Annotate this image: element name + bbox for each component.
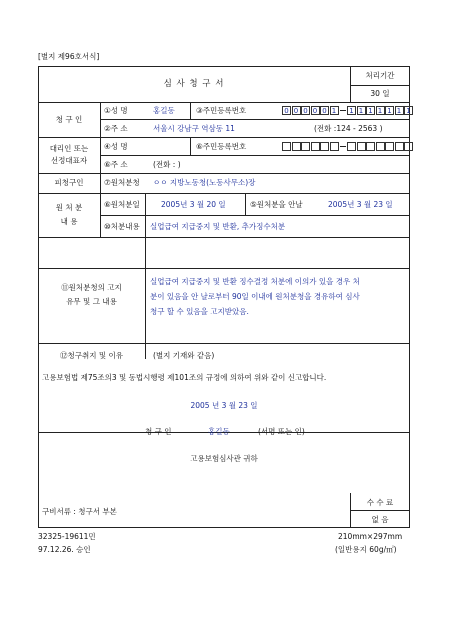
reason-value: (별지 기재와 같음) bbox=[153, 351, 215, 360]
rrn-back-digit bbox=[404, 142, 413, 151]
rrn-back-digit bbox=[366, 142, 375, 151]
notice-line-2: 분이 있음을 안 날로부터 90일 이내에 원처분청을 경유하여 심사 bbox=[150, 292, 360, 301]
respondent-org-label: ⑦원처분청 bbox=[104, 178, 140, 187]
declaration-statement: 고용보험법 제75조의3 및 동법시행령 제101조의 규정에 의하여 위와 같이 신고합니다. bbox=[42, 373, 327, 382]
signer-label: 청 구 인 bbox=[145, 427, 172, 436]
claimant-section-label: 청 구 인 bbox=[55, 115, 83, 124]
rrn-front-digit: 0 bbox=[301, 106, 310, 115]
claimant-name-value: 홍길동 bbox=[153, 106, 175, 115]
agent-name-label: ④성 명 bbox=[104, 142, 128, 151]
reason-label: ⑫청구취지 및 이유 bbox=[60, 351, 123, 360]
fee-value: 없 음 bbox=[371, 515, 389, 524]
processing-period-label: 처리기간 bbox=[365, 71, 395, 80]
attachments-label: 구비서류 : 청구서 부본 bbox=[42, 507, 117, 516]
notice-content bbox=[150, 274, 360, 319]
rrn-back-digit: 1 bbox=[385, 106, 394, 115]
original-notice-label: ⑤원처분을 안날 bbox=[250, 200, 303, 209]
footer-paper-size: 210mm×297mm bbox=[338, 532, 403, 541]
rrn-back-digit: 1 bbox=[404, 106, 413, 115]
respondent-org-value: ㅇㅇ 지방노동청(노동사무소)장 bbox=[153, 178, 256, 187]
signature-note: (서명 또는 인) bbox=[258, 427, 305, 436]
original-date-label: ⑥원처분일 bbox=[104, 200, 140, 209]
original-content-value: 실업급여 지급중지 및 반환, 추가징수처분 bbox=[150, 222, 286, 231]
rrn-separator bbox=[340, 146, 346, 147]
rrn-front-digit bbox=[292, 142, 301, 151]
rrn-front-digit bbox=[301, 142, 310, 151]
rrn-front-digit: 1 bbox=[330, 106, 339, 115]
rrn-back-digit: 1 bbox=[347, 106, 356, 115]
rrn-front-digit: 0 bbox=[292, 106, 301, 115]
original-section-label-1: 원 처 분 bbox=[55, 203, 83, 212]
claimant-address-value: 서울시 강남구 역삼동 11 bbox=[153, 124, 235, 133]
rrn-back-digit bbox=[357, 142, 366, 151]
claimant-address-label: ②주 소 bbox=[104, 124, 128, 133]
footer-paper-weight: (일반용지 60g/㎡) bbox=[335, 545, 397, 554]
original-section-label-2: 내 용 bbox=[60, 217, 78, 226]
rrn-front-digit bbox=[282, 142, 291, 151]
claimant-rrn-label: ③주민등록번호 bbox=[196, 106, 247, 115]
footer-approval: 97.12.26. 승인 bbox=[38, 545, 91, 554]
rrn-front-digit bbox=[330, 142, 339, 151]
rrn-back-digit: 1 bbox=[357, 106, 366, 115]
agent-section-label-2: 선정대표자 bbox=[50, 156, 88, 165]
form-number: [별지 제96호서식] bbox=[38, 52, 100, 61]
rrn-back-digit bbox=[376, 142, 385, 151]
claimant-phone: (전화 :124 - 2563 ) bbox=[314, 124, 383, 133]
rrn-front-digit: 0 bbox=[320, 106, 329, 115]
agent-rrn-label: ⑥주민등록번호 bbox=[196, 142, 247, 151]
rrn-back-digit bbox=[347, 142, 356, 151]
processing-period-value: 30 일 bbox=[370, 89, 390, 98]
original-notice-value: 2005년 3 월 23 일 bbox=[328, 200, 393, 209]
agent-section-label-1: 대리인 또는 bbox=[49, 144, 89, 153]
rrn-front-digit bbox=[311, 142, 320, 151]
recipient: 고용보험심사관 귀하 bbox=[190, 454, 258, 463]
claimant-name-label: ①성 명 bbox=[104, 106, 128, 115]
original-date-value: 2005년 3 월 20 일 bbox=[161, 200, 226, 209]
rrn-front-digit: 0 bbox=[311, 106, 320, 115]
rrn-back-digit: 1 bbox=[366, 106, 375, 115]
agent-address-label: ⑥주 소 bbox=[104, 160, 128, 169]
form-title: 심 사 청 구 서 bbox=[163, 79, 225, 89]
notice-label-1: ⑪원처분청의 고지 bbox=[61, 283, 122, 292]
notice-label-2: 유무 및 그 내용 bbox=[66, 297, 117, 306]
notice-line-1: 실업급여 지급중지 및 반환 징수결정 처분에 이의가 있을 경우 처 bbox=[150, 277, 360, 286]
notice-line-3: 청구 할 수 있음을 고지받았음. bbox=[150, 307, 249, 316]
agent-phone: (전화 : ) bbox=[153, 160, 181, 169]
declaration-date: 2005 년 3 월 23 일 bbox=[190, 401, 258, 410]
respondent-section-label: 피청구인 bbox=[54, 178, 84, 187]
rrn-back-digit: 1 bbox=[395, 106, 404, 115]
original-content-label: ⑩처분내용 bbox=[104, 222, 140, 231]
rrn-front-digit bbox=[320, 142, 329, 151]
fee-label: 수 수 료 bbox=[366, 498, 394, 507]
rrn-separator bbox=[340, 110, 346, 111]
footer-code: 32325-19611민 bbox=[38, 532, 96, 541]
rrn-back-digit bbox=[395, 142, 404, 151]
rrn-front-digit: 0 bbox=[282, 106, 291, 115]
rrn-back-digit: 1 bbox=[376, 106, 385, 115]
signer-name: 홍길동 bbox=[208, 427, 230, 436]
rrn-back-digit bbox=[385, 142, 394, 151]
